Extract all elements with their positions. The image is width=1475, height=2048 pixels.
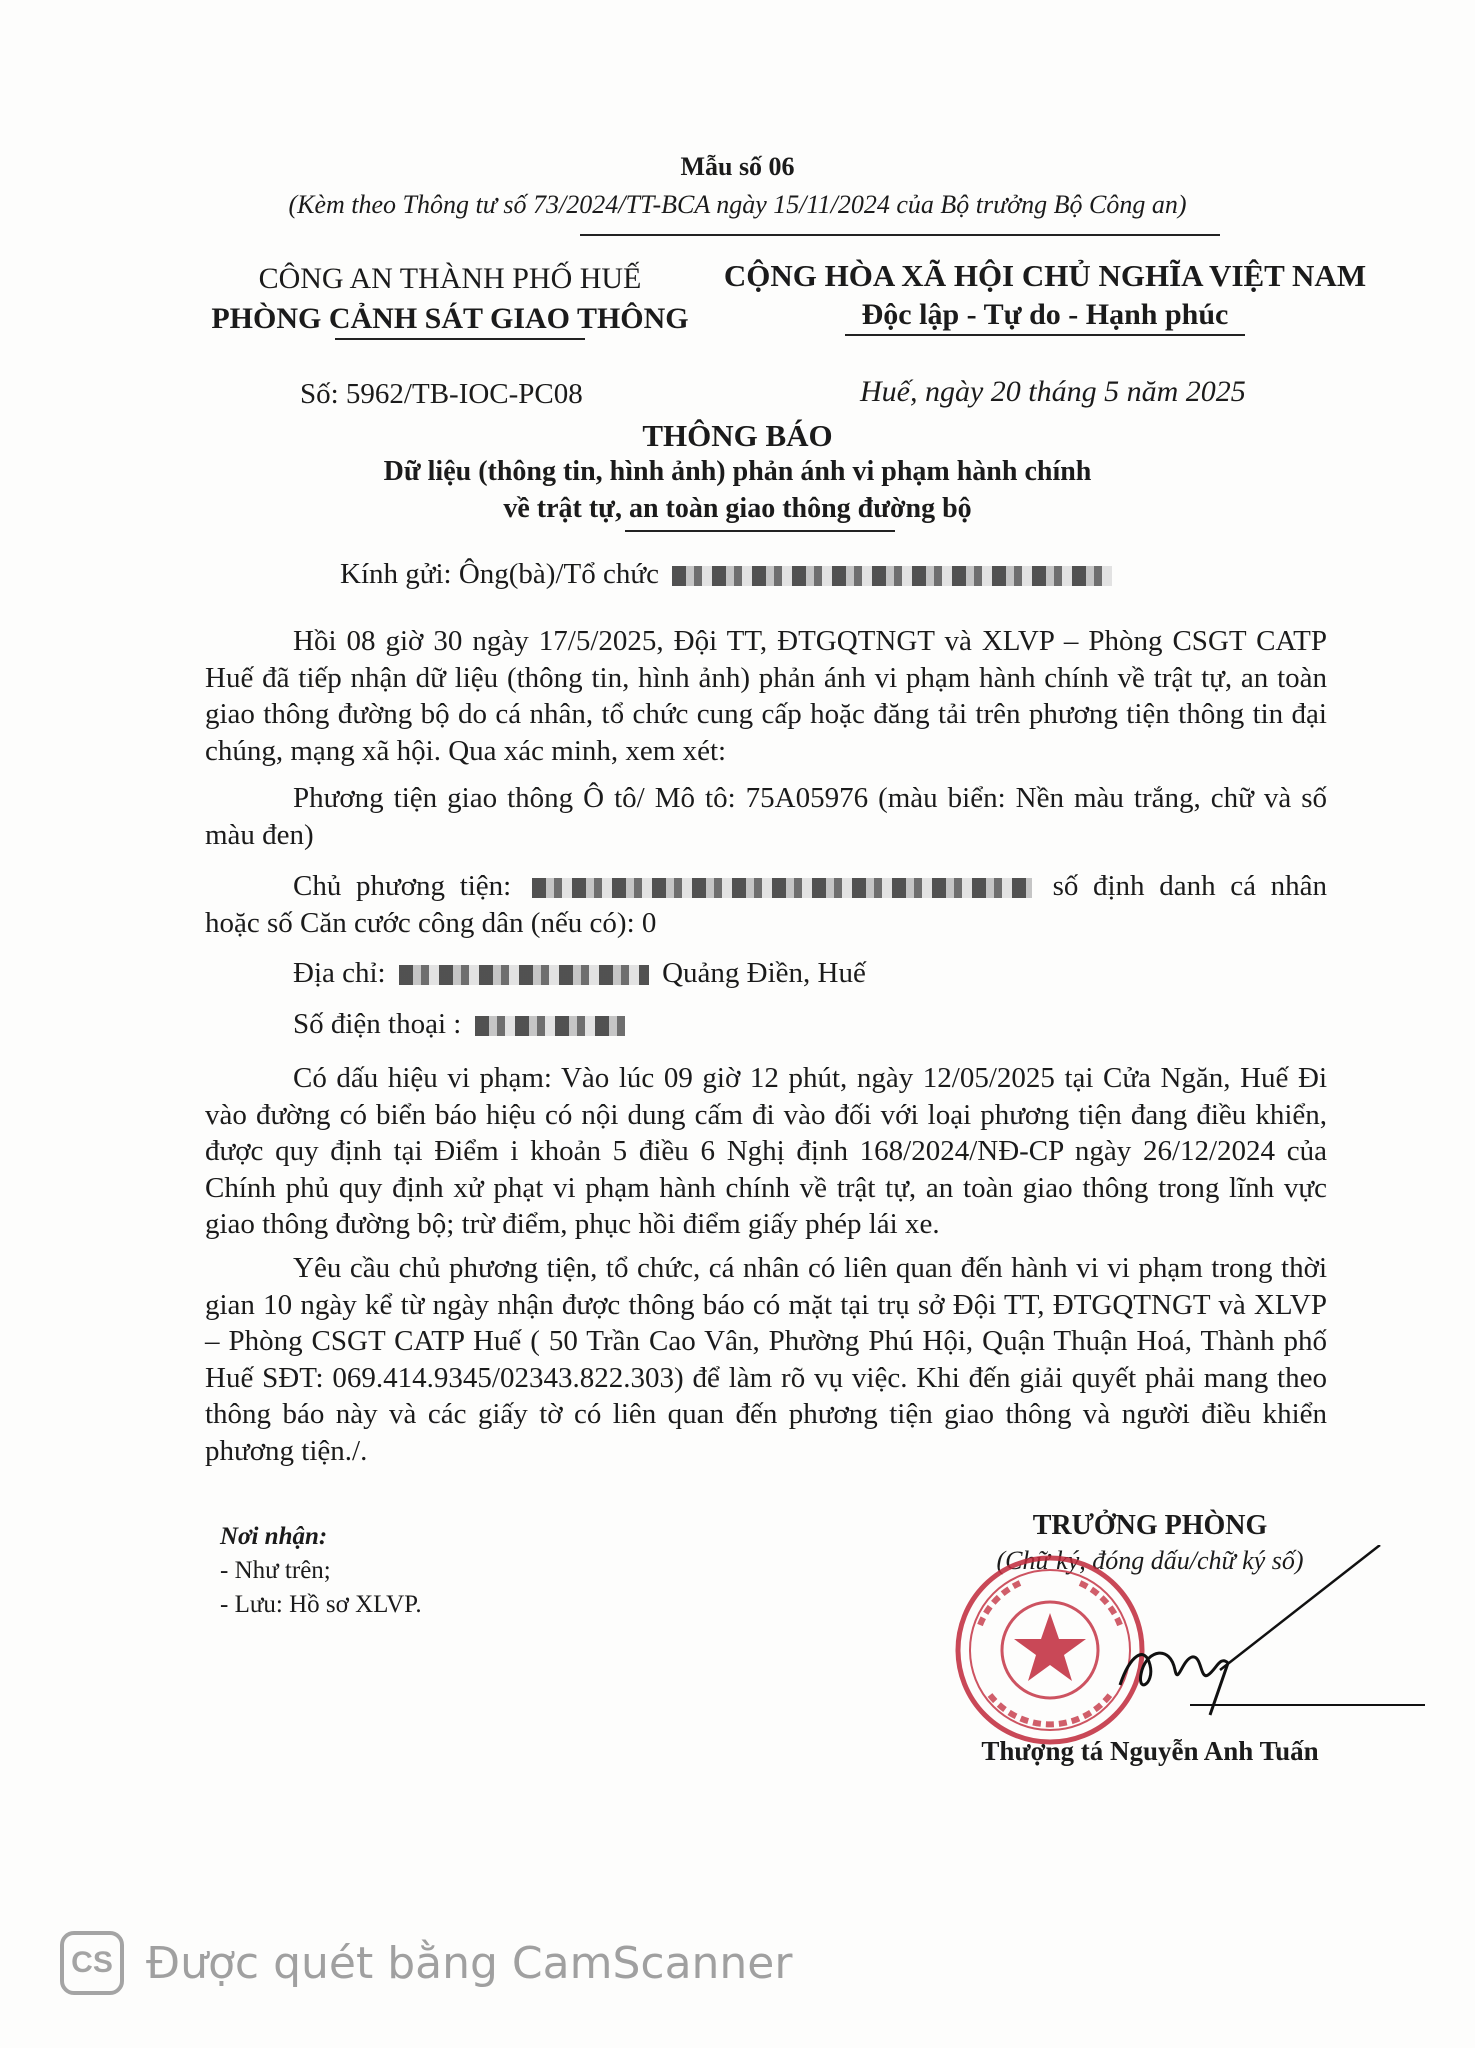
request-paragraph: Yêu cầu chủ phương tiện, tổ chức, cá nhân có liên quan đến hành vi vi phạm trong thời gian 10 ngày kể từ ngày nhận được thông báo có mặt tại trụ sở Đội TT, ĐTGQTNGT và XLVP – Phòng CSGT CATP Huế ( 50 Trần Cao Vân, Phường Phú Hội, Quận Thuận Hoá, Thành phố Huế SĐT: 069.414.9345/02343.822.303) để làm rõ vụ việc. Khi đến giải quyết phải mang theo thông báo này và các giấy tờ có liên quan đến phương tiện giao thông và người điều khiển phương tiện./. — [205, 1252, 1327, 1467]
violation-paragraph: Có dấu hiệu vi phạm: Vào lúc 09 giờ 12 phút, ngày 12/05/2025 tại Cửa Ngăn, Huế Đi vào đường có biển báo hiệu có nội dung cấm đi vào đối với loại phương tiện đang điều khiển, được quy định tại Điểm i khoản 5 điều 6 Nghị định 168/2024/NĐ-CP ngày 26/12/2024 của Chính phủ quy định xử phạt vi phạm hành chính về trật tự, an toàn giao thông trong lĩnh vực giao thông đường bộ; trừ điểm, phục hồi điểm giấy phép lái xe. — [205, 1062, 1327, 1240]
place-date: Huế, ngày 20 tháng 5 năm 2025 — [860, 375, 1246, 408]
greeting-label: Kính gửi: Ông(bà)/Tổ chức — [340, 558, 659, 590]
recipient-list — [220, 1520, 422, 1622]
attachment-note: (Kèm theo Thông tư số 73/2024/TT-BCA ngày 15/11/2024 của Bộ trưởng Bộ Công an) — [288, 190, 1187, 219]
address-text: Quảng Điền, Huế — [662, 957, 866, 989]
redacted-owner-name — [532, 878, 1032, 898]
motto-underline — [845, 334, 1245, 336]
owner-paragraph — [205, 868, 1327, 941]
signer-name: Thượng tá Nguyễn Anh Tuấn — [981, 1736, 1319, 1766]
national-motto: Độc lập - Tự do - Hạnh phúc — [861, 298, 1229, 331]
owner-id-text: số định danh cá nhân hoặc số Căn cước công dân (nếu có): 0 — [205, 870, 1327, 939]
title-underline — [625, 530, 895, 532]
signature-title: TRƯỞNG PHÒNG — [1032, 1510, 1268, 1541]
document-number: Số: 5962/TB-IOC-PC08 — [300, 378, 583, 410]
watermark-text: Được quét bằng CamScanner — [146, 1937, 793, 1989]
redacted-phone — [475, 1016, 625, 1036]
header-divider — [580, 234, 1220, 236]
handwritten-signature — [1120, 1545, 1425, 1715]
department-underline — [335, 338, 585, 340]
camscanner-watermark — [60, 1928, 792, 1998]
address-label: Địa chỉ: — [293, 957, 386, 989]
official-seal-and-signature — [920, 1545, 1460, 1755]
seal-icon — [958, 1558, 1142, 1742]
department-name: PHÒNG CẢNH SÁT GIAO THÔNG — [211, 302, 689, 335]
phone-label: Số điện thoại : — [293, 1008, 462, 1040]
nation-name: CỘNG HÒA XÃ HỘI CHỦ NGHĨA VIỆT NAM — [723, 258, 1367, 293]
greeting — [340, 556, 1462, 593]
document-subtitle-line1: Dữ liệu (thông tin, hình ảnh) phản ánh vi phạm hành chính — [383, 456, 1092, 487]
intro-paragraph: Hồi 08 giờ 30 ngày 17/5/2025, Đội TT, ĐTGQTNGT và XLVP – Phòng CSGT CATP Huế đã tiếp nhận dữ liệu (thông tin, hình ảnh) phản ánh vi phạm hành chính về trật tự, an toàn giao thông đường bộ do cá nhân, tổ chức cung cấp hoặc đăng tải trên phương tiện thông tin đại chúng, mạng xã hội. Qua xác minh, xem xét: — [205, 625, 1327, 767]
signature-note: (Chữ ký, đóng dấu/chữ ký số) — [996, 1546, 1304, 1575]
document-subtitle-line2: về trật tự, an toàn giao thông đường bộ — [503, 493, 972, 524]
document-title: THÔNG BÁO — [642, 418, 833, 453]
redacted-address — [399, 965, 649, 985]
form-number: Mẫu số 06 — [680, 152, 795, 181]
vehicle-paragraph: Phương tiện giao thông Ô tô/ Mô tô: 75A05976 (màu biển: Nền màu trắng, chữ và số màu đen) — [205, 782, 1327, 851]
agency-name: CÔNG AN THÀNH PHỐ HUẾ — [258, 262, 642, 295]
redacted-recipient-name — [672, 566, 1112, 586]
recipient-label: Nơi nhận: — [220, 1523, 328, 1550]
recipient-item: - Lưu: Hồ sơ XLVP. — [220, 1591, 422, 1618]
address-line — [205, 955, 1327, 992]
owner-label: Chủ phương tiện: — [293, 870, 512, 902]
camscanner-logo-icon: CS — [60, 1931, 124, 1995]
phone-line — [205, 1006, 1327, 1043]
recipient-item: - Như trên; — [220, 1557, 331, 1584]
